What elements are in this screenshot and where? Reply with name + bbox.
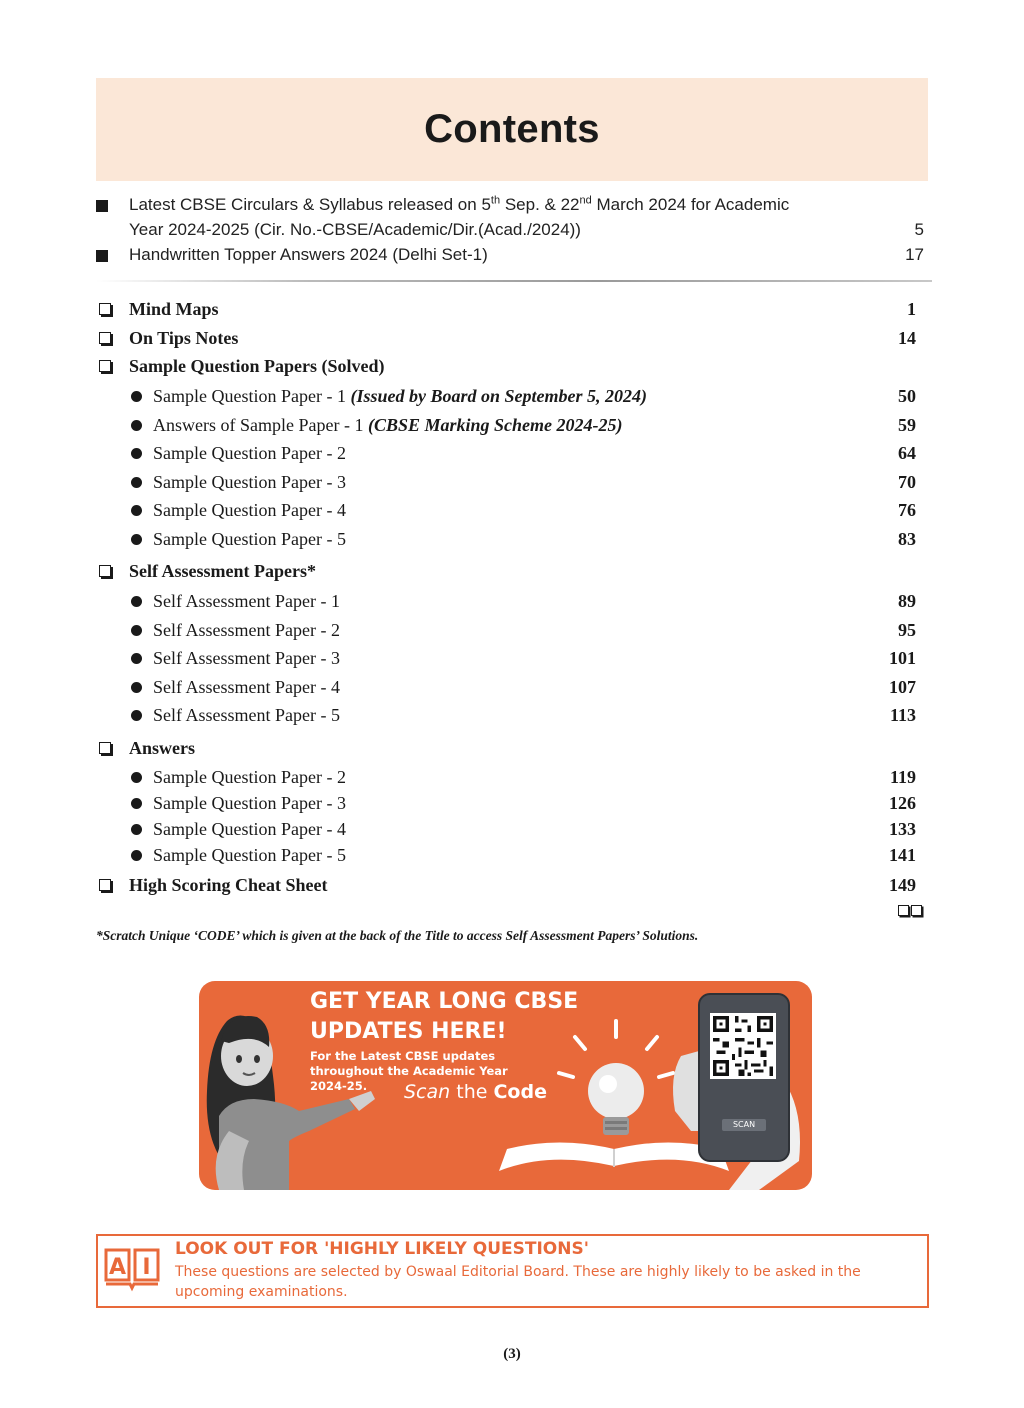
page-number-footer: (3) (503, 1346, 521, 1362)
circle-bullet-icon (131, 596, 142, 607)
toc-entry-mind-maps[interactable]: Mind Maps 1 (96, 296, 916, 322)
square-bullet-icon (96, 250, 108, 262)
toc-entry-sap1[interactable]: Self Assessment Paper - 1 89 (96, 588, 916, 614)
circle-bullet-icon (131, 391, 142, 402)
ai-book-icon (104, 1246, 160, 1292)
cbse-updates-banner[interactable] (199, 981, 812, 1190)
highly-likely-questions-box (96, 1234, 929, 1308)
toc-entry-answers-sqp4[interactable]: Sample Question Paper - 4 133 (96, 816, 916, 842)
circle-bullet-icon (131, 850, 142, 861)
toc-heading-self-assessment[interactable]: Self Assessment Papers* (96, 558, 916, 584)
phone-illustration (698, 993, 790, 1162)
checkbox-bullet-icon (99, 742, 111, 754)
toc-entry-sqp4[interactable]: Sample Question Paper - 4 76 (96, 497, 916, 523)
toc-entry-sap2[interactable]: Self Assessment Paper - 2 95 (96, 617, 916, 643)
toc-entry-sap5[interactable]: Self Assessment Paper - 5 113 (96, 702, 916, 728)
page-number: 5 (914, 220, 924, 239)
toc-entry-answers-sqp2[interactable]: Sample Question Paper - 2 119 (96, 764, 916, 790)
toc-entry-sqp3[interactable]: Sample Question Paper - 3 70 (96, 469, 916, 495)
circle-bullet-icon (131, 710, 142, 721)
top-entries (96, 192, 928, 267)
qr-code-icon[interactable] (710, 1013, 776, 1079)
page-number: 17 (905, 245, 924, 264)
circle-bullet-icon (131, 505, 142, 516)
circle-bullet-icon (131, 772, 142, 783)
toc-entry-answers-sqp3[interactable]: Sample Question Paper - 3 126 (96, 790, 916, 816)
bulb-illustration (588, 1063, 644, 1135)
ai-box-text: These questions are selected by Oswaal Editorial Board. These are highly likely to be asked in the upcoming examinations. (175, 1264, 861, 1300)
toc-entry-cheat-sheet[interactable]: High Scoring Cheat Sheet 149 (96, 872, 916, 898)
banner-headline: GET YEAR LONG CBSE UPDATES HERE! (310, 989, 579, 1044)
ai-box-title: LOOK OUT FOR 'HIGHLY LIKELY QUESTIONS' (175, 1239, 589, 1259)
entry-label: Latest CBSE Circulars & Syllabus released on 5th Sep. & 22nd March 2024 for Academic Year 2024-2025 (Cir. No.-CBSE/Academic/Dir.(Acad./2024)) (129, 194, 790, 239)
banner-subtext: For the Latest CBSE updates throughout the Academic Year 2024-25. (310, 1049, 508, 1093)
toc-entry-sap3[interactable]: Self Assessment Paper - 3 101 (96, 645, 916, 671)
circle-bullet-icon (131, 798, 142, 809)
book-illustration (499, 1143, 729, 1172)
toc-entry-sap4[interactable]: Self Assessment Paper - 4 107 (96, 674, 916, 700)
svg-text:A: A (108, 1255, 127, 1280)
footnote: *Scratch Unique ‘CODE’ which is given at the back of the Title to access Self Assessment Papers’ Solutions. (96, 928, 699, 943)
circle-bullet-icon (131, 448, 142, 459)
toc-entry-tips-notes[interactable]: On Tips Notes 14 (96, 325, 916, 351)
hand-illustration (673, 1051, 699, 1131)
checkbox-bullet-icon (99, 303, 111, 315)
checkbox-bullet-icon (99, 879, 111, 891)
toc-entry-topper-answers[interactable] (96, 242, 928, 267)
circle-bullet-icon (131, 625, 142, 636)
circle-bullet-icon (131, 534, 142, 545)
checkbox-bullet-icon (99, 332, 111, 344)
circle-bullet-icon (131, 682, 142, 693)
toc-heading-answers[interactable]: Answers (96, 735, 916, 761)
checkbox-bullet-icon (99, 565, 111, 577)
square-bullet-icon (96, 200, 108, 212)
circle-bullet-icon (131, 824, 142, 835)
scan-button[interactable]: SCAN (722, 1119, 766, 1131)
circle-bullet-icon (131, 477, 142, 488)
svg-text:I: I (142, 1255, 151, 1280)
entry-label: Handwritten Topper Answers 2024 (Delhi Set-1) (129, 245, 488, 264)
circle-bullet-icon (131, 653, 142, 664)
contents-header (96, 78, 928, 181)
toc-entry-sqp2[interactable]: Sample Question Paper - 2 64 (96, 440, 916, 466)
divider (96, 280, 932, 282)
scan-the-code: Scan the Code (404, 1081, 547, 1103)
toc-entry-circulars[interactable] (96, 192, 928, 242)
checkbox-bullet-icon (99, 360, 111, 372)
page-title: Contents (424, 107, 600, 151)
end-mark-icon (898, 905, 922, 916)
circle-bullet-icon (131, 420, 142, 431)
toc-entry-sqp1[interactable]: Sample Question Paper - 1 (Issued by Board on September 5, 2024) 50 (96, 383, 916, 409)
toc-entry-answers-sqp5[interactable]: Sample Question Paper - 5 141 (96, 842, 916, 868)
toc-entry-sqp5[interactable]: Sample Question Paper - 5 83 (96, 526, 916, 552)
toc-entry-answers-sqp1[interactable]: Answers of Sample Paper - 1 (CBSE Marking Scheme 2024-25) 59 (96, 412, 916, 438)
toc-heading-sample-papers[interactable]: Sample Question Papers (Solved) (96, 353, 916, 379)
